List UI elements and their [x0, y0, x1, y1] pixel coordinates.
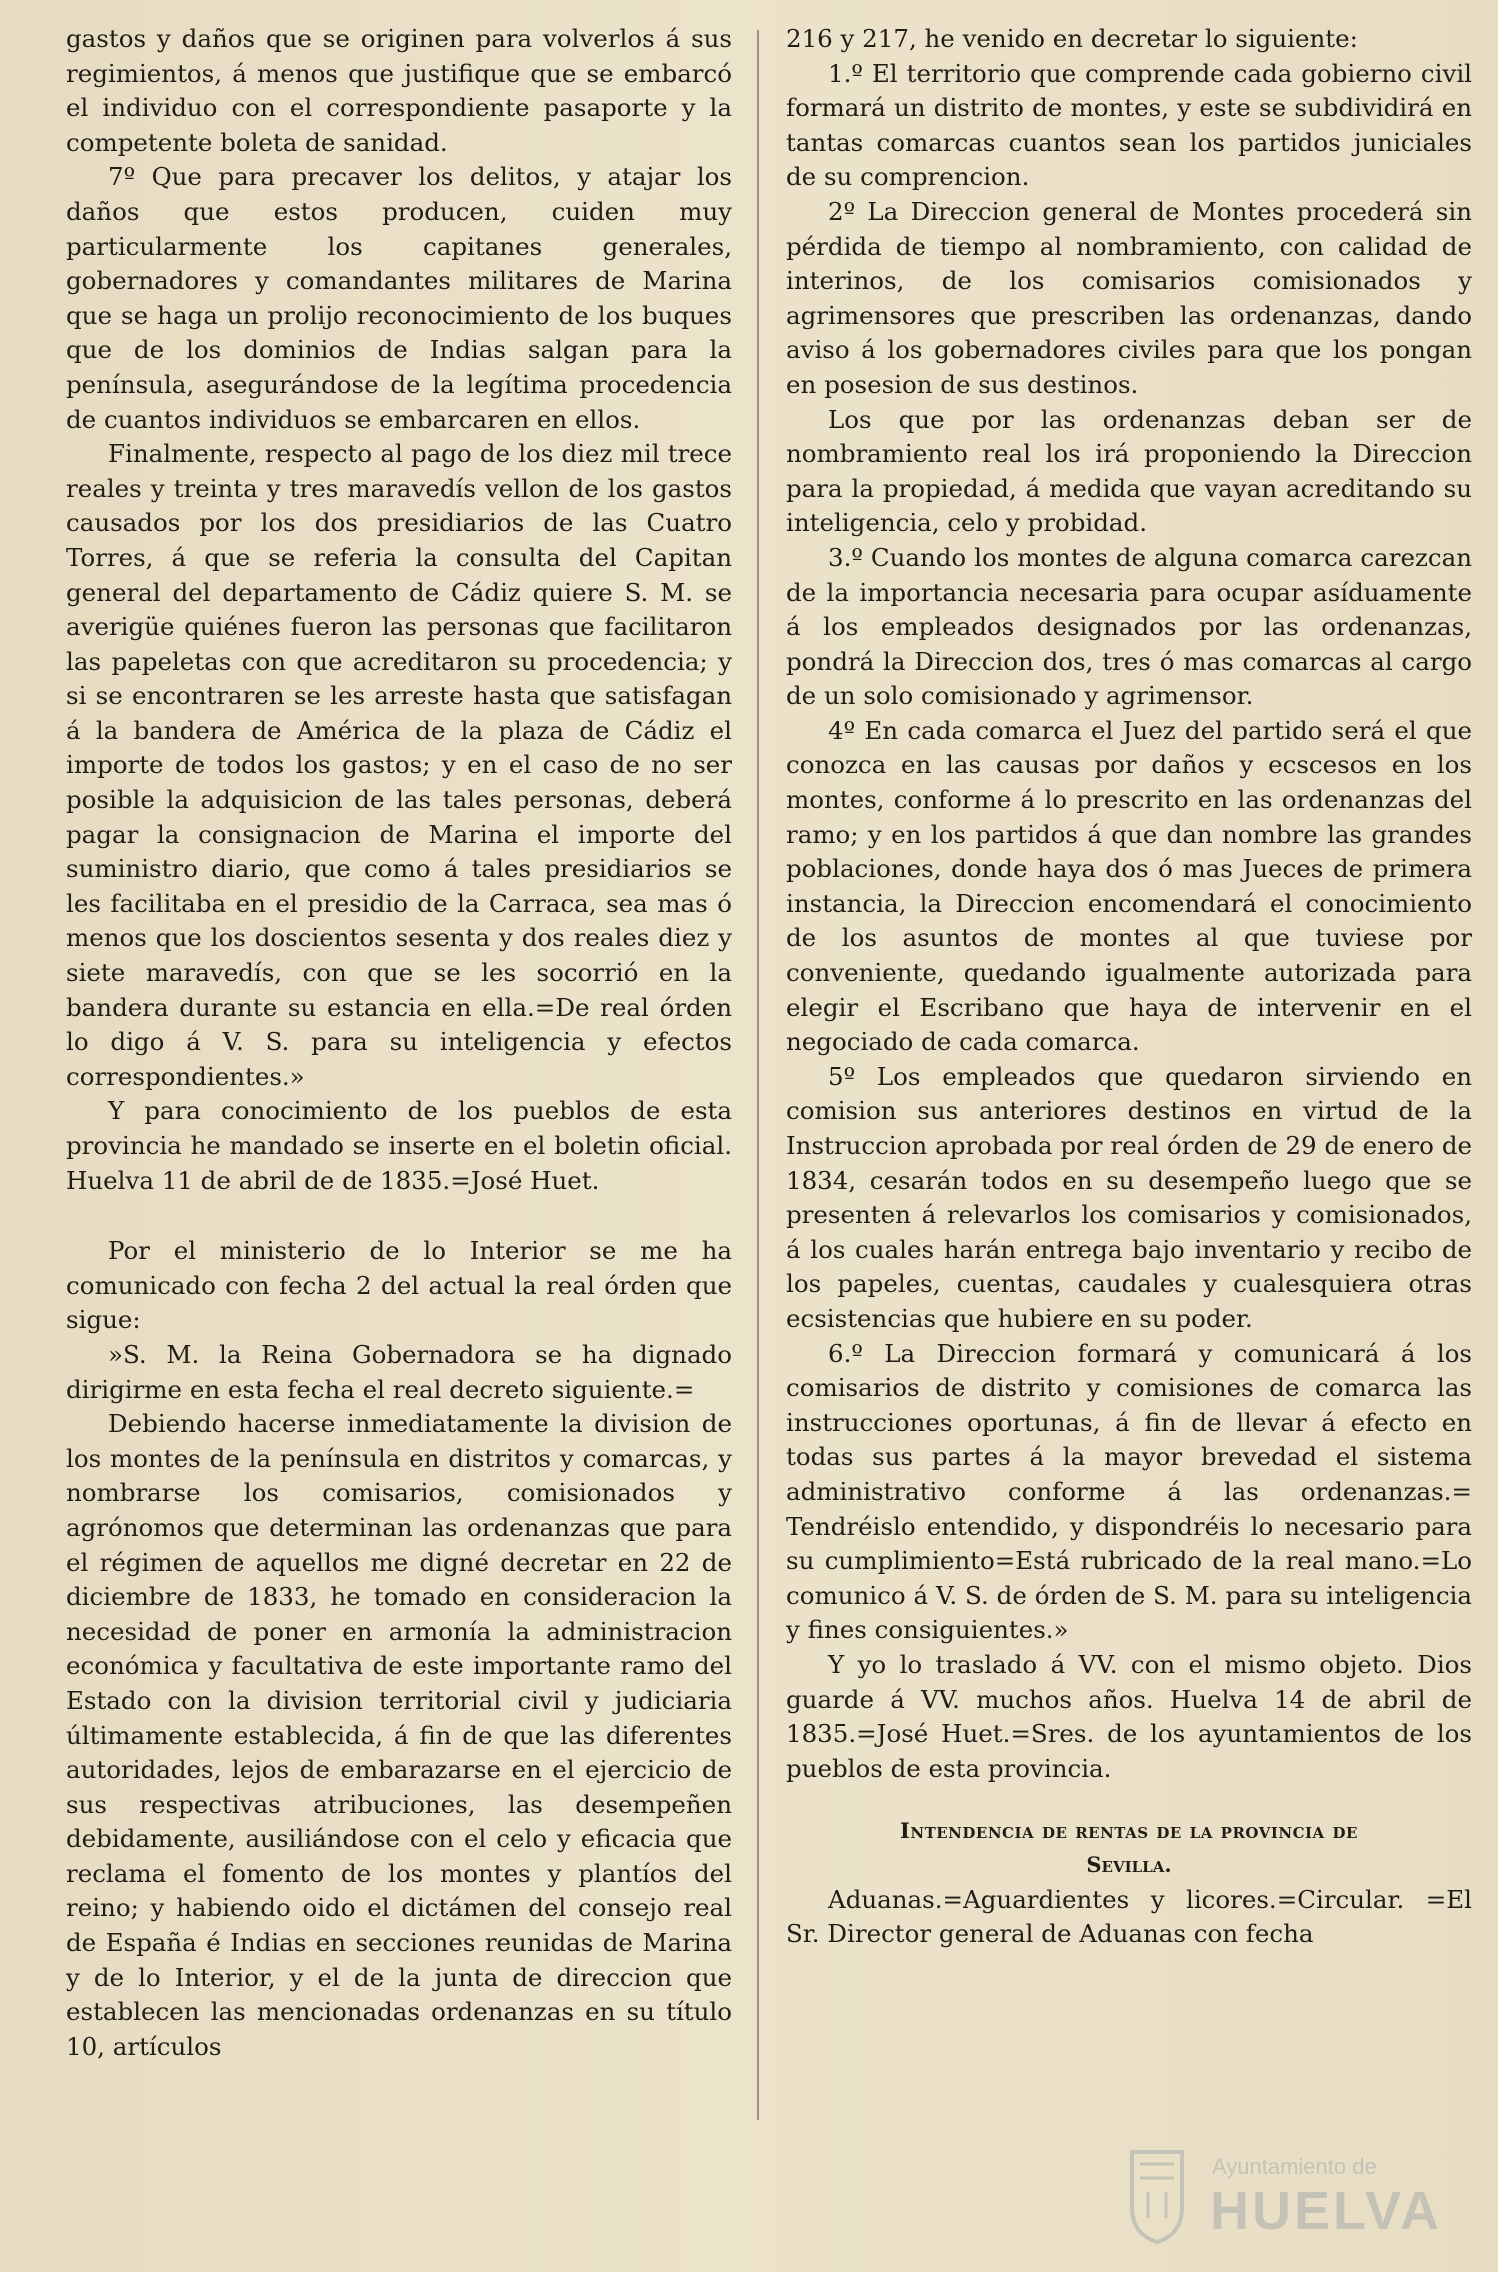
paragraph: 4º En cada comarca el Juez del partido será el que conozca en las causas por daños y ecscesos en los montes, conforme á lo prescrito en las ordenanzas del ramo; y en los partidos á que dan nombre las grandes poblaciones, donde haya dos ó mas Jueces de primera instancia, la Direccion encomendará el conocimiento de los asuntos de montes al que tuviese por conveniente, quedando igualmente autorizada para elegir el Escribano que haya de intervenir en el negociado de cada comarca. [786, 715, 1472, 1057]
paragraph: Los que por las ordenanzas deban ser de nombramiento real los irá proponiendo la Direccion para la propiedad, á medida que vayan acreditando su inteligencia, celo y probidad. [786, 404, 1472, 538]
left-column [66, 22, 732, 2064]
paragraph: 2º La Direccion general de Montes procederá sin pérdida de tiempo al nombramiento, con calidad de interinos, de los comisarios comisionados y agrimensores que prescriben las ordenanzas, dando aviso á los gobernadores civiles para que los pongan en posesion de sus destinos. [786, 196, 1472, 399]
right-column [786, 22, 1472, 1952]
paragraph: Debiendo hacerse inmediatamente la division de los montes de la península en distritos y comarcas, y nombrarse los comisarios, comisionados y agrónomos que determinan las ordenanzas que para el régimen de aquellos me digné decretar en 22 de diciembre de 1833, he tomado en consideracion la necesidad de poner en armonía la administracion económica y facultativa de este importante ramo del Estado con la division territorial civil y judiciaria últimamente establecida, á fin de que las diferentes autoridades, lejos de embarazarse en el ejercicio de sus respectivas atribuciones, las desempeñen debidamente, ausiliándose con el celo y eficacia que reclama el fomento de los montes y plantíos del reino; y habiendo oido el dictámen del consejo real de España é Indias en secciones reunidas de Marina y de lo Interior, y el de la junta de direccion que establecen las mencionadas ordenanzas en su título 10, artículos [66, 1409, 732, 2061]
paragraph: 7º Que para precaver los delitos, y atajar los daños que estos producen, cuiden muy particularmente los capitanes generales, gobernadores y comandantes militares de Marina que se haga un prolijo reconocimiento de los buques que de los dominios de Indias salgan para la península, asegurándose de la legítima procedencia de cuantos individuos se embarcaren en ellos. [66, 162, 732, 434]
paragraph: »S. M. la Reina Gobernadora se ha dignado dirigirme en esta fecha el real decreto siguiente.= [66, 1339, 732, 1404]
archive-watermark [1128, 2148, 1448, 2252]
spacer [66, 1198, 732, 1234]
paragraph: Por el ministerio de lo Interior se me ha comunicado con fecha 2 del actual la real órden que sigue: [66, 1236, 732, 1335]
coat-of-arms-icon [1128, 2148, 1186, 2244]
paragraph: gastos y daños que se originen para volverlos á sus regimientos, á menos que justifique que se embarcó el individuo con el correspondiente pasaporte y la competente boleta de sanidad. [66, 24, 732, 157]
paragraph: 5º Los empleados que quedaron sirviendo en comision sus anteriores destinos en virtud de la Instruccion aprobada por real órden de 29 de enero de 1834, cesarán todos en su desempeño luego que se presenten á relevarlos los comisarios y comisionados, á los cuales harán entrega bajo inventario y recibo de los papeles, cuentas, caudales y cualesquiera otras ecsistencias que hubiere en su poder. [786, 1061, 1472, 1333]
column-divider [757, 30, 759, 2120]
watermark-big-text: HUELVA [1210, 2181, 1442, 2241]
paragraph: Aduanas.=Aguardientes y licores.=Circular. =El Sr. Director general de Aduanas con fecha [786, 1884, 1472, 1949]
paragraph: 216 y 217, he venido en decretar lo siguiente: [786, 24, 1358, 53]
paragraph: Y yo lo traslado á VV. con el mismo objeto. Dios guarde á VV. muchos años. Huelva 14 de abril de 1835.=José Huet.=Sres. de los ayuntamientos de los pueblos de esta provincia. [786, 1649, 1472, 1783]
section-heading-line2: Sevilla. [1086, 1852, 1172, 1878]
paragraph: 3.º Cuando los montes de alguna comarca carezcan de la importancia necesaria para ocupar asíduamente á los empleados designados por las ordenanzas, pondrá la Direccion dos, tres ó mas comarcas al cargo de un solo comisionado y agrimensor. [786, 542, 1472, 711]
section-heading: Intendencia de rentas de la provincia de [900, 1818, 1358, 1844]
paragraph: 1.º El territorio que comprende cada gobierno civil formará un distrito de montes, y este se subdividirá en tantas comarcas cuantos sean los partidos juniciales de su comprencion. [786, 58, 1472, 192]
watermark-small-text: Ayuntamiento de [1212, 2154, 1377, 2179]
spacer [786, 1786, 1472, 1804]
paragraph: Y para conocimiento de los pueblos de esta provincia he mandado se inserte en el boletin oficial. Huelva 11 de abril de de 1835.=José Huet. [66, 1096, 732, 1195]
paragraph: Finalmente, respecto al pago de los diez mil trece reales y treinta y tres maravedís vellon de los gastos causados por los dos presidiarios de las Cuatro Torres, á que se referia la consulta del Capitan general del departamento de Cádiz quiere S. M. se averigüe quiénes fueron las personas que facilitaron las papeletas con que acreditaron su procedencia; y si se encontraren se les arreste hasta que satisfagan á la bandera de América de la plaza de Cádiz el importe de todos los gastos; y en el caso de no ser posible la adquisicion de las tales personas, deberá pagar la consignacion de Marina el importe del suministro diario, que como á tales presidiarios se les facilitaba en el presidio de la Carraca, sea mas ó menos que los doscientos sesenta y dos reales diez y siete maravedís, con que se les socorrió en la bandera durante su estancia en ella.=De real órden lo digo á V. S. para su inteligencia y efectos correspondientes.» [66, 439, 732, 1091]
paragraph: 6.º La Direccion formará y comunicará á los comisarios de distrito y comisiones de comarca las instrucciones oportunas, á fin de llevar á efecto en todas sus partes á la mayor brevedad el sistema administrativo conforme á las ordenanzas.= Tendréislo entendido, y dispondréis lo necesario para su cumplimiento=Está rubricado de la real mano.=Lo comunico á V. S. de órden de S. M. para su inteligencia y fines consiguientes.» [786, 1338, 1472, 1645]
